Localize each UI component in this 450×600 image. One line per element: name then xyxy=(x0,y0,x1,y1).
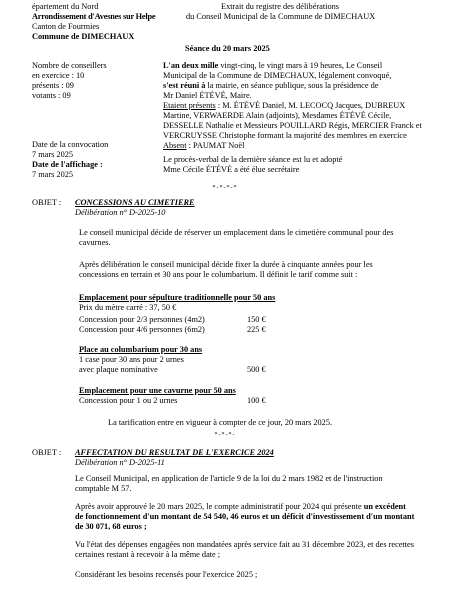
pv-line: Le procès-verbal de la dernière séance est lu et adopté xyxy=(163,155,343,164)
arrondissement-label: Arrondissement d'Avesnes sur Helpe xyxy=(32,12,156,21)
cavurne-label: Concession pour 1 ou 2 urnes xyxy=(79,396,178,405)
extract-title: Extrait du registre des délibérations xyxy=(221,2,339,11)
objet-1-paragraph-1: Le conseil municipal décide de réserver un emplacement dans le cimetière communal pour des cavurnes. xyxy=(79,228,394,247)
seance-date: Séance du 20 mars 2025 xyxy=(185,44,270,53)
objet-1-label: OBJET : xyxy=(32,198,62,207)
intro-line-3: s'est réuni à la mairie, en séance publique, sous la présidence de xyxy=(163,81,379,90)
councillors-label: Nombre de conseillers xyxy=(32,61,107,70)
in-office-count: en exercice : 10 xyxy=(32,71,85,80)
canton-label: Canton de Fourmies xyxy=(32,22,100,31)
convocation-date: 7 mars 2025 xyxy=(32,150,74,159)
department-label: épartement du Nord xyxy=(32,2,99,11)
columbarium-line-1: 1 case pour 30 ans pour 2 urnes xyxy=(79,355,184,364)
sec-traditional-title: Emplacement pour sépulture traditionnelle pour 50 ans xyxy=(79,293,276,302)
concession-2-3-label: Concession pour 2/3 personnes (4m2) xyxy=(79,315,205,324)
objet-1-paragraph-2: Après délibération le conseil municipal décide fixer la durée à cinquante années pour les concessions en terrain et 30 ans pour le columbarium. Il définit le tarif comme suit : xyxy=(79,260,373,279)
objet-1-title: CONCESSIONS AU CIMETIERE xyxy=(75,198,195,207)
sec-cavurne-title: Emplacement pour une cavurne pour 50 ans xyxy=(79,386,236,395)
sec-columbarium-title: Place au columbarium pour 30 ans xyxy=(79,345,203,354)
columbarium-price: 500 € xyxy=(247,365,266,374)
objet-2-paragraph-3: Vu l'état des dépenses engagées non mandatées après service fait au 31 décembre 2023, et des recettes certaines restant à recevoir à la même date ; xyxy=(75,540,414,559)
separator-2: *-*-*- xyxy=(214,432,236,438)
objet-1-delib: Délibération n° D-2025-10 xyxy=(75,208,166,217)
voters-count: votants : 09 xyxy=(32,91,71,100)
absent-line: Absent : PAUMAT Noël xyxy=(163,141,245,150)
commune-label: Commune de DIMECHAUX xyxy=(32,32,135,41)
presents-line-2: Martine, VERWAERDE Alain (adjoints), Mesdames ÉTÉVÉ Cécile, xyxy=(163,111,392,120)
objet-2-paragraph-1: Le Conseil Municipal, en application de l'article 9 de la loi du 2 mars 1982 et de l'instruction comptable M 57. xyxy=(75,474,383,493)
price-per-m2: Prix du mètre carré : 37, 50 € xyxy=(79,303,177,312)
objet-2-title: AFFECTATION DU RESULTAT DE L'EXERCICE 2024 xyxy=(75,448,274,457)
convocation-label: Date de la convocation xyxy=(32,140,109,149)
objet-2-paragraph-4: Considérant les besoins recensés pour l'exercice 2025 ; xyxy=(75,570,258,579)
concession-4-6-price: 225 € xyxy=(247,325,266,334)
objet-2-delib: Délibération n° D-2025-11 xyxy=(75,458,165,467)
secretary-line: Mme Cécile ÉTÉVÉ a été élue secrétaire xyxy=(163,165,300,174)
intro-line-2: Municipal de la Commune de DIMECHAUX, légalement convoqué, xyxy=(163,71,392,80)
concession-4-6-label: Concession pour 4/6 personnes (6m2) xyxy=(79,325,205,334)
objet-2-label: OBJET : xyxy=(32,448,62,457)
present-count: présents : 09 xyxy=(32,81,74,90)
presents-line-1: Etaient présents : M. ÉTÉVÉ Daniel, M. LECOCQ Jacques, DUBREUX xyxy=(163,101,406,110)
separator: *-*-*-* xyxy=(212,185,238,191)
intro-line-1: L'an deux mille vingt-cinq, le vingt mars à 19 heures, Le Conseil xyxy=(163,61,383,70)
display-date: 7 mars 2025 xyxy=(32,170,74,179)
concession-2-3-price: 150 € xyxy=(247,315,266,324)
display-date-label: Date de l'affichage : xyxy=(32,160,103,169)
tarif-line: La tarification entre en vigueur à compter de ce jour, 20 mars 2025. xyxy=(108,418,333,427)
presents-line-4: VERCRUYSSE Christophe formant la majorité des membres en exercice xyxy=(163,131,407,140)
columbarium-line-2: avec plaque nominative xyxy=(79,365,158,374)
objet-2-paragraph-2: Après avoir approuvé le 20 mars 2025, le compte administratif pour 2024 qui présente un excédent de fonctionnement d'un montant de 54 540, 46 euros et un déficit d'investissement d'un montant de 30 071, 68 euros ; xyxy=(75,502,415,531)
presents-line-3: DESSELLE Nathalie et Messieurs POUILLARD Régis, MERCIER Franck et xyxy=(163,121,422,130)
extract-subtitle: du Conseil Municipal de la Commune de DIMECHAUX xyxy=(186,12,376,21)
intro-line-4: Mr Daniel ÉTÉVÉ, Maire. xyxy=(163,91,252,100)
cavurne-price: 100 € xyxy=(247,396,266,405)
